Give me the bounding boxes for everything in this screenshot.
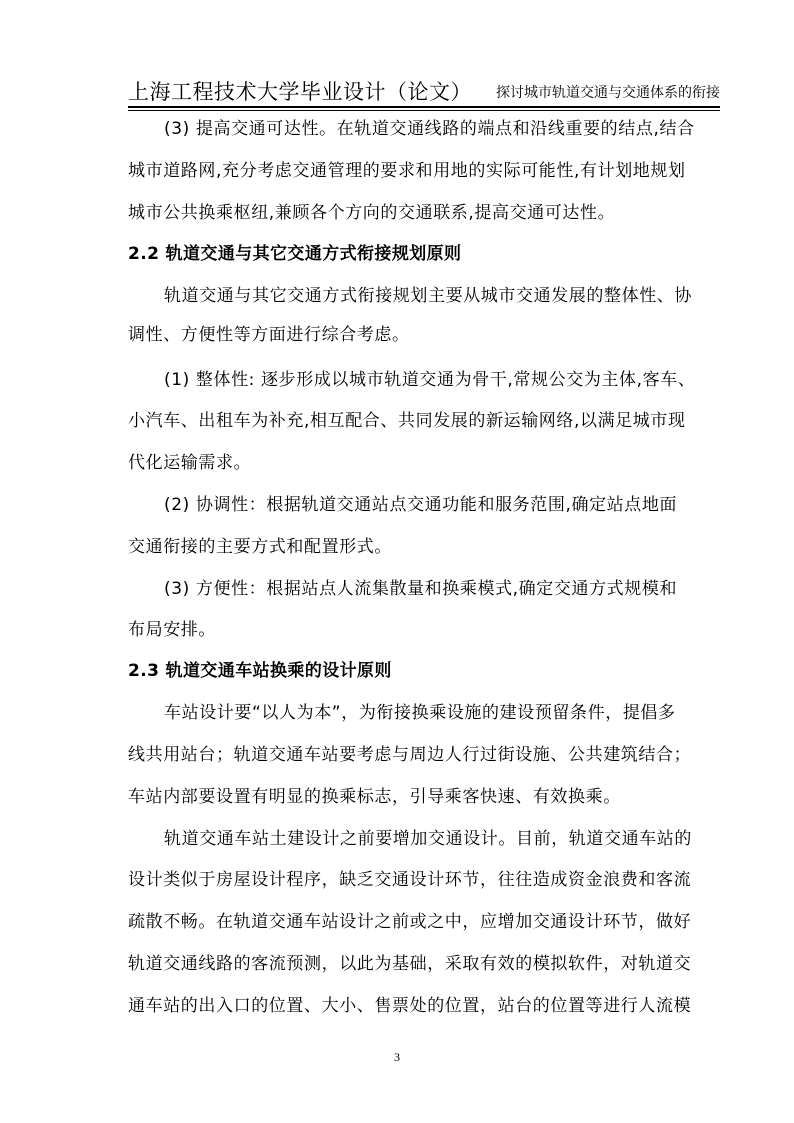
page-number: 3 bbox=[394, 1050, 400, 1064]
paragraph-line: 城市公共换乘枢纽,兼顾各个方向的交通联系,提高交通可达性。 bbox=[128, 203, 616, 223]
paragraph-line: 车站内部要设置有明显的换乘标志，引导乘客快速、有效换乘。 bbox=[128, 787, 621, 807]
paragraph-line: 调性、方便性等方面进行综合考虑。 bbox=[128, 325, 410, 345]
paragraph-line: 设计类似于房屋设计程序，缺乏交通设计环节，往往造成资金浪费和客流 bbox=[128, 870, 692, 890]
paragraph-line: (3) 提高交通可达性。在轨道交通线路的端点和沿线重要的结点,结合 bbox=[164, 119, 695, 139]
paragraph-line: 交通衔接的主要方式和配置形式。 bbox=[128, 537, 392, 557]
paragraph-line: 代化运输需求。 bbox=[128, 453, 252, 473]
section-heading: 2.2 轨道交通与其它交通方式衔接规划原则 bbox=[128, 244, 462, 264]
header-rule bbox=[128, 106, 720, 108]
paragraph-line: (2) 协调性：根据轨道交通站点交通功能和服务范围,确定站点地面 bbox=[164, 495, 678, 515]
paragraph-line: (1) 整体性: 逐步形成以城市轨道交通为骨干,常规公交为主体,客车、 bbox=[164, 370, 696, 390]
thesis-title: 上海工程技术大学毕业设计（论文） bbox=[128, 80, 472, 104]
paragraph-line: 线共用站台；轨道交通车站要考虑与周边人行过街设施、公共建筑结合； bbox=[128, 745, 692, 765]
thesis-topic: 探讨城市轨道交通与交通体系的衔接 bbox=[496, 85, 720, 101]
paragraph-line: 轨道交通车站土建设计之前要增加交通设计。目前，轨道交通车站的 bbox=[164, 829, 692, 849]
header-rule-thin bbox=[128, 110, 720, 111]
paragraph-line: 小汽车、出租车为补充,相互配合、共同发展的新运输网络,以满足城市现 bbox=[128, 411, 686, 431]
paragraph-line: 布局安排。 bbox=[128, 620, 216, 640]
paragraph-line: 车站设计要“以人为本”，为衔接换乘设施的建设预留条件，提倡多 bbox=[164, 703, 676, 723]
paragraph-line: 疏散不畅。在轨道交通车站设计之前或之中，应增加交通设计环节，做好 bbox=[128, 912, 692, 932]
paragraph-line: (3) 方便性：根据站点人流集散量和换乘模式,确定交通方式规模和 bbox=[164, 579, 678, 599]
section-heading: 2.3 轨道交通车站换乘的设计原则 bbox=[128, 661, 392, 681]
paragraph-line: 城市道路网,充分考虑交通管理的要求和用地的实际可能性,有计划地规划 bbox=[128, 161, 686, 181]
paragraph-line: 轨道交通线路的客流预测，以此为基础，采取有效的模拟软件，对轨道交 bbox=[128, 954, 692, 974]
paragraph-line: 通车站的出入口的位置、大小、售票处的位置，站台的位置等进行人流模 bbox=[128, 996, 692, 1016]
paragraph-line: 轨道交通与其它交通方式衔接规划主要从城市交通发展的整体性、协 bbox=[164, 286, 692, 306]
